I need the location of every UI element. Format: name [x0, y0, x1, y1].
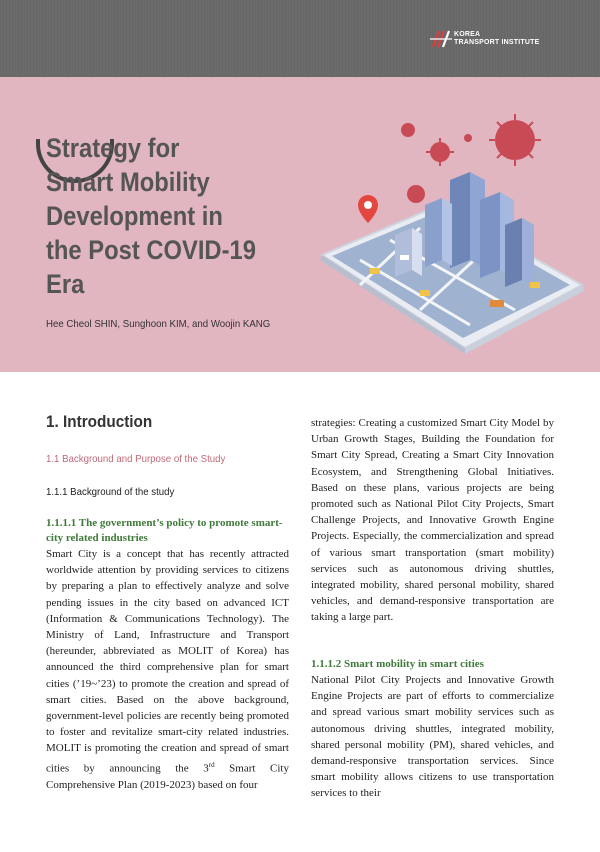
- logo-line-2: TRANSPORT INSTITUTE: [454, 39, 540, 46]
- kotI-logo-icon: [430, 30, 452, 48]
- body-text: Smart City is a concept that has recently attracted worldwide attention by providing services to citizens by preparing a plan to effectively analyze and solve pending issues in the city based on advanced ICT (Information & Communications Technology). The Ministry of Land, Infrastructure and Transport (hereunder, abbreviated as MOLIT of Korea) has announced the third comprehensive plan for smart cities (’19~’23) to promote the creation and spread of smart cities. Based on the above background, government-level policies are recently being promoted to foster and revitalize smart-city related industries. MOLIT is promoting the creation and spread of smart cities by announcing the 3: [46, 548, 289, 775]
- kotI-logo: [430, 28, 565, 50]
- section-heading: 1. Introduction: [46, 412, 153, 431]
- top-banner: [0, 0, 600, 77]
- title-line: the Post COVID-19: [46, 235, 256, 265]
- subsubsection-heading: 1.1.1 Background of the study: [46, 486, 175, 498]
- paragraph-heading: 1.1.1.2 Smart mobility in smart cities: [311, 658, 484, 670]
- page-title: [46, 131, 275, 301]
- title-line: Development in: [46, 201, 223, 231]
- column-left-text: [46, 516, 289, 793]
- logo-line-1: KOREA: [454, 31, 481, 38]
- location-pin-icon: [358, 195, 378, 223]
- body-paragraph: strategies: Creating a customized Smart City Model by Urban Growth Stages, Building the Foundation for Smart City Spread, Creating a Smart City Innovation Ecosystem, and Strengthening Global Initiatives. Based on these plans, various projects are being promoted such as National Pilot City Projects, Smart Challenge Projects, and Innovative Growth Engine Projects. Especially, the commercialization and spread of various smart transportation (smart mobility) services such as autonomous driving shuttles, integrated mobility, shared personal mobility, shared vehicles, and demand-responsive transportation are taking a large part.: [311, 417, 554, 624]
- smart-city-illustration: [300, 110, 590, 360]
- body-text-tail: Smart City Comprehensive Plan (2019-2023) based on four: [46, 762, 289, 791]
- title-line: Era: [46, 269, 85, 299]
- section-heading-block: [46, 412, 289, 432]
- authors-line: Hee Cheol SHIN, Sunghoon KIM, and Woojin KANG: [46, 318, 271, 330]
- paragraph-heading: 1.1.1.1 The government’s policy to promote smart-city related industries: [46, 517, 283, 544]
- title-line: Smart Mobility: [46, 167, 210, 197]
- body-paragraph: National Pilot City Projects and Innovative Growth Engine Projects are part of efforts to commercialize and spread various smart mobility services such as autonomous driving shuttles, integrated mobility, shared personal mobility (PM), shared vehicles, and demand-responsive transportation services. Since smart mobility allows citizens to use transportation services to their: [311, 674, 554, 800]
- body-paragraph: [46, 546, 289, 793]
- subsection-heading: 1.1 Background and Purpose of the Study: [46, 453, 226, 465]
- column-right-text: [311, 415, 554, 626]
- superscript: rd: [208, 760, 215, 769]
- paragraph-heading-block: [311, 657, 554, 672]
- title-line: Strategy for: [46, 133, 180, 163]
- column-right-text-2: [311, 672, 554, 802]
